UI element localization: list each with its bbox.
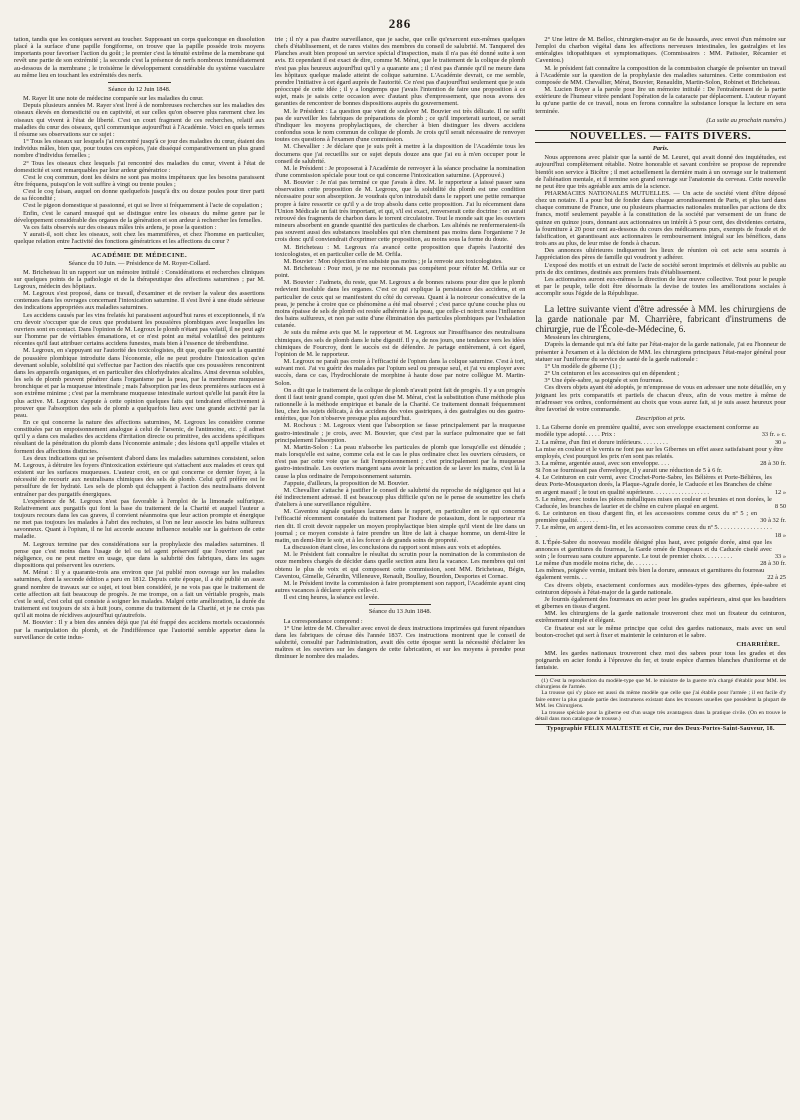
paragraph: M. Rayer lit une note de médecine comparée sur les maladies du cœur. [23,95,204,103]
paragraph: La discussion étant close, les conclusions du rapport sont mises aux voix et adoptées. [283,544,502,552]
footnote: La trousse spéciale pour la giberne est d'un usage très avantageux dans la pratique civile. (On en trouve le détail dans mon catalogue de trousse.) [535,709,787,722]
footnotes [535,675,786,723]
paragraph: Va ces faits observés sur des oiseaux mâles très ardens, je pose la question : [23,223,217,231]
price-list [535,424,786,581]
price-item-price: 28 à 30 fr. [760,560,787,568]
price-item-description: 4. Le Ceinturon en cuir verni, avec Crochet-Porte-Sabre, les Bélières et Porte-Bélières, les deux Porte-Mousqueton dorés, la Plaque-Agrafe dorée, le Caducée et les Branches de chêne en argent massif ; le tout en qualité supérieure. . . . . . . . . . . . . . . . . . [535,474,772,496]
price-item-description: 7. Le même, en argent demi-fin, et les accessoires comme ceux du nº 5. . . . . . . . . . . . . . . . . . [535,524,772,539]
paragraph: En ce qui concerne la nature des affections saturnines, M. Legroux les considère comme constituées par un empoisonnement analogue à celui de l'arsenic, de l'antimoine, etc. ; il admet qu'il y a dans ces maladies des accidens d'irritation directe ou primitive, des accidens spécifiques résultant de la pénétration du plomb dans l'économie animale ; des lésions qu'il appelle vitales et forment des affections distinctes. [14,418,265,455]
paragraph: M. Bouvier : Mon objection n'en subsiste pas moins ; je la renvoie aux toxicologistes. [283,257,503,265]
seance-heading: Séance du 13 Juin 1848. [368,608,432,616]
column-3 [535,36,786,1106]
paragraph: Je suis du même avis que M. le rapporteur et M. Legroux sur l'insuffisance des neutralisans chimiques, des sels de plomb dans le tube digestif. Il y a, de nos jours, une tendance vers les idées chimiques de Fourcroy, dont le succès est de défendre. Je partage entièrement, à cet égard, l'opinion de M. le rapporteur. [274,329,526,358]
paragraph: M. Chevallier s'attache à justifier le conseil de salubrité du reproche de négligence qui lui a été indirectement adressé. Il est beaucoup plus difficile qu'on ne le pense de soumettre les chefs d'ateliers à une surveillance régulière. [274,486,526,509]
paragraph: Y aurait-il, soit chez les oiseaux, soit chez les mammifères, et chez l'homme en particulier, quelque relation entre l'activité des fonctions génératrices et les affections du cœur ? [14,231,265,246]
printer-imprint: Typographie FÉLIX MALTESTE et Cie, rue des Deux-Portes-Saint-Sauveur, 18. [535,724,786,733]
paragraph: C'est le coq commun, dont les désirs ne sont pas moins impétueux que les besoins paraissent être fréquens, puisqu'on le voit suffire à vingt ou trente poules ; [14,173,265,188]
price-item-description: Si l'on se fournissait pas d'enveloppe, il y aurait une réduction de 5 à 6 fr. [535,467,723,475]
section-heading: ACADÉMIE DE MÉDECINE. [91,252,188,260]
paragraph: M. Bricheteau lit un rapport sur un mémoire intitulé : Considérations et recherches cliniques sur quelques points de la pathologie et de la thérapeutique des affections saturnines ; par M. Legroux, médecin des hôpitaux. [14,268,265,290]
paragraph: M. le Président fait connaître le résultat du scrutin pour la nomination de la commission de onze membres chargés de décider dans quelle section aura lieu la vacance. Les membres qui ont obtenu le plus de voix et qui composent cette commission, sont MM. Bricheteau, Bégin, Caventou, Gimelle, Gérardin, Villeneuve, Renault, Boullay, Bourdon, Desportes et Cornac. [274,551,526,580]
paragraph: M. le président fait connaître la composition de la commission chargée de présenter un travail à l'Académie sur la question de la prophylaxie des maladies saturnines. Cette commission est composée de MM. Chevallier, Mérat, Bouvier, Renauldin, Martin-Solon, Robinet et Bricheteau. [535,64,787,86]
price-list-item [535,439,786,446]
paragraph: Ces divers objets, exactement conformes aux modèles-types des gibernes, épée-sabre et ceinturon déposés à l'état-major de la garde nationale. [535,581,787,596]
paragraph: Enfin, c'est le canard musqué qui se distingue entre les oiseaux du même genre par le développement considérable des organes de la génération et son ardeur à rechercher les femelles. [14,209,265,224]
paragraph: D'après la demande qui m'a été faite par l'état-major de la garde nationale, j'ai eu l'honneur de présenter à l'examen et à la décision de MM. les chirurgiens principaux l'état-major général pour statuer sur l'uniforme du service de santé de la garde nationale : [535,341,787,363]
price-item-price: 33 fr. » c. [761,431,787,439]
price-item-price: 33 » [774,553,787,560]
paragraph: M. le Président : La question que vient de soulever M. Bouvier est très délicate. Il ne suffit pas de surveiller les fabriques de préparations de plomb ; ce qu'il importerait surtout, ce serait d'indiquer les moyens prophylactiques, de chercher à bien distinguer les divers accidens confondus sous le nom commun de colique de plomb. Je crois qu'il serait nécessaire de renvoyer toutes ces questions à l'examen d'une commission. [274,107,526,144]
price-item-price: 12 » [774,488,787,496]
paragraph: 2° Une lettre de M. Belloc, chirurgien-major au 6e de hussards, avec envoi d'un mémoire sur l'emploi du charbon végétal dans les affections nerveuses intestinales, les gastralgies et les entéralgies idiopathiques et symptomatiques. (Commissaires : MM. Patissier, Récamier et Caventou.) [535,36,787,65]
paragraph: MM. les chirurgiens de la garde nationale trouveront chez moi un fixateur du ceinturon, extrêmement simple et élégant. [535,610,787,625]
price-list-item [535,524,786,538]
price-item-description: Les mêmes, poignée vernie, imitant très bien la dorure, anneaux et garnitures du fourreau également vernis. . . [535,567,765,582]
paragraph: On a dit que le traitement de la colique de plomb n'avait point fait de progrès. Il y a un progrès dont il faut tenir grand compte, quoi qu'en dise M. Mérat, c'est la substitution d'une méthode plus rationnelle à la méthode empirique et banale de la Charité. Ce traitement donnait fréquemment lieu, chez les sujets délicats, à des accidens des voies gastriques, à des gastralgies ou des gastro-entérites, que l'on n'observe presque plus aujourd'hui. [274,386,526,423]
price-list-heading: Description et prix. [635,415,686,423]
price-item-price: 22 à 25 [767,574,787,582]
letter-signature: CHARRIÈRE. [736,640,781,648]
list-item: 3° Une épée-sabre, sa poignée et son fourreau. [544,377,664,385]
paragraph: M. Legroux termine par des considérations sur la prophylaxie des maladies saturnines. Il pense que c'est moins dans l'usage de tel ou tel agent préservatif que l'ouvrier omet par négligence, ou ne peut mettre en usage, que dans la salubrité des fabriques, dans les sages dispositions qui préservent les ouvriers. [14,540,265,570]
price-item-price: 18 » [774,531,787,539]
price-item-description: 3. La même, argentée aussi, avec son enveloppe. . . . [535,459,670,467]
price-item-description: 6. Le ceinturon en tissu d'argent fin, et les accessoires comme ceux du nº 5 ; en première qualité. . . . . . . [535,510,758,525]
paragraph: trie ; il n'y a pas d'autre surveillance, que je sache, que celle qu'exercent eux-mêmes quelques chefs d'établissement, et de rares visites des membres du conseil de salubrité. M. Tanquerel des Planches avait bien proposé un service spécial d'inspection, mais il n'a pas été donné suite à son avis. Et cependant il est exact de dire, comme M. Mérat, que le traitement de la colique de plomb n'est pas plus heureux aujourd'hui qu'il y a quarante ans ; il n'est pas d'année qu'il ne meure dans les hôpitaux quelque malade atteint de colique saturnine. L'Académie devrait, ce me semble, prendre l'initiative à cet égard auprès de l'autorité. Ce n'est pas d'aujourd'hui seulement que je suis préoccupé de cette idée ; il y a longtemps que j'avais l'intention de faire une proposition à ce sujet, mais je saisis cette occasion avec d'autant plus d'empressement, que nous avons des garanties de rencontrer de bonnes dispositions auprès du gouvernement. [274,36,526,108]
paragraph: La correspondance comprend : [283,617,363,625]
price-item-description: 8. L'Épée-Sabre du nouveau modèle désigné plus haut, avec poignée dorée, ainsi que les annonces et garnitures du fourreau, la Garde ornée de Drapeaux et du Caducée ciselé avec soin ; le fourreau sans couture apparente. Le tout de premier choix. . . . . . . . . [535,538,772,560]
seance-heading: Séance du 12 Juin 1848. [108,85,171,93]
paragraph: M. Rochoux : M. Legroux vient que l'absorption se fasse principalement par la muqueuse gastro-intestinale ; je crois, avec M. Bouvier, que c'est par la surface pulmonaire que se fait principalement l'absorption. [274,422,526,444]
price-list-item [535,496,786,510]
divider [629,300,692,301]
price-item-description: 5. Le même, avec toutes les pièces métalliques mises en couleur et brunies et non dorées, le Caducée, les branches de laurier et de chêne en cuivre plaqué en argent. [535,495,772,510]
paragraph: Ce fixateur est sur le même principe que celui des gardes nationaux, mais avec un seul bouton-crochet qui sert à fixer et maintenir le ceinturon et le sabre. [535,624,787,639]
section-subheading: Séance du 10 Juin. — Présidence de M. Royer-Collard. [68,259,211,267]
paragraph: L'expérience de M. Legroux n'est pas favorable à l'emploi de la limonade sulfurique. Relativement aux purgatifs qui font la base du traitement de la Charité et auquel l'auteur a toujours recours dans les cas graves, il convient néanmoins que leur action prompte et énergique ne met pas toujours les malades à l'abri des rechutes, si l'on ne leur associe les bains sulfureux savonneux. Quant à l'opium, il ne lui accorde aucune influence notable sur la guérison de cette maladie. [14,497,265,541]
price-item-description: 2. La même, d'un fini et dorure inférieurs. . . . . . . . . [535,438,668,446]
paragraph: Depuis plusieurs années M. Rayer s'est livré à de nombreuses recherches sur les maladies des oiseaux élevés en domesticité ou en captivité, et sur celles qu'on observe plus rarement chez les oiseaux qui vivent à l'état de liberté. C'est un court fragment de ces recherches, relatif aux maladies du cœur des oiseaux, qu'il communique aujourd'hui à l'Académie. Voici en quels termes il résume ses observations sur ce sujet : [14,102,265,138]
paragraph: Je fournis également des fourreaux en acier pour les grades supérieurs, ainsi que les baudriers et gibernes en tissus d'argent. [535,595,787,611]
column-2 [275,36,526,1106]
paragraph: Ces divers objets ayant été adoptés, je m'empresse de vous en adresser une note détaillée, en y joignant les prix comparatifs et partiels de chacun d'eux, afin de vous mettre à même de m'adresser vos ordres, conformément au choix que vous aurez fait, si je suis assez heureux pour être favorisé de votre commande. [535,384,787,413]
price-item-price: 28 à 30 fr. [760,459,787,467]
list-item: 2° Un ceinturon et les accessoires qui en dépendent ; [544,370,680,378]
divider [64,248,214,249]
letter-salutation: Messieurs les chirurgiens, [544,334,611,342]
paragraph: M. Bouvier : Il y a bien des années déjà que j'ai été frappé des accidens mortels occasionnés par la manipulation du plomb, et de l'indifférence que l'autorité semble apporter dans la surveillance de cette indus- [14,619,265,641]
price-list-item [535,567,786,581]
continued-note: (La suite au prochain numéro.) [706,116,787,124]
paragraph: MM. les gardes nationaux trouveront chez moi des sabres pour tous les grades et des poignards en acier fondu à l'épreuve du fer, et toute espèce d'armes blanches d'uniforme et de fantaisie. [535,650,787,672]
price-list-item [535,467,786,474]
paragraph: M. Bricheteau : M. Legroux n'a avancé cette proposition que d'après l'autorité des toxicologistes, et en particulier celle de M. Orfila. [274,243,526,258]
column-1 [14,36,265,1106]
paragraph: L'exposé des motifs et un extrait de l'acte de société seront imprimés et délivrés au public au prix de dix centimes, destinés aux premiers frais d'établissement. [535,261,787,276]
paragraph: M. Legroux s'est proposé, dans ce travail, d'examiner et de reviser la valeur des assertions contenues dans les ouvrages concernant l'intoxication saturnine. Il s'est livré à une étude sérieuse des indications appropriées aux maladies saturnines. [14,290,265,312]
paragraph: M. Mérat : Il y a quarante-trois ans environ que j'ai publié mon ouvrage sur les maladies saturnines, dont la seconde édition a paru en 1812. Depuis cette époque, il a été publié un assez grand nombre de travaux sur ce sujet, et tout bien considéré, je ne vois pas que le traitement de cette affection ait fait beaucoup de progrès. Je me trompe, on a fait un véritable progrès, mais c'est le seul, c'est celui qui consiste à soigner les malades. Malgré cette amélioration, la durée du traitement est toujours de six à huit jours, comme du traitement de la Charité, et je ne crois pas qu'il ait moins de récidives aujourd'hui qu'autrefois. [14,569,265,620]
paragraph: J'appuie, d'ailleurs, la proposition de M. Bouvier. [283,479,410,487]
paragraph: M. Chevallier : Je déclare que je suis prêt à mettre à la disposition de l'Académie tous les documens que j'ai recueillis sur ce sujet depuis douze ans que j'ai eu à m'en occuper pour le conseil de salubrité. [274,143,526,165]
paragraph: M. le Président invite la commission à faire promptement son rapport, l'Académie ayant cinq autres vacances à déclarer après celle-ci. [274,579,526,595]
price-item-description: La mise en couleur et le vernis ne font pas sur les Gibernes un effet assez satisfaisant pour y être employés, c'est pourquoi les prix n'en sont pas relatés. [535,445,784,460]
price-item-price: 30 à 32 fr. [760,517,787,525]
paragraph: C'est le pigeon domestique si passionné, et qui se livre si fréquemment à l'acte de copulation ; [23,202,263,210]
price-list-item [535,424,786,438]
price-item-description: 1. La Giberne dorée en première qualité, avec son enveloppe exactement conforme au modèle type adopté. . . . . Prix : [535,424,759,439]
price-item-price: 30 » [774,438,787,446]
paragraph: Les actionnaires auront eux-mêmes la direction de leur œuvre collective. Tout pour le peuple et par le peuple, telle doit être désormais la devise de toutes les améliorations sociales à accomplir sous l'égide de la République. [535,275,787,298]
price-list-item [535,460,786,467]
columns [14,36,786,1106]
price-list-item [535,510,786,524]
letter-intro: La lettre suivante vient d'être adressée à MM. les chirurgiens de la garde nationale par M. Charrière, fabricant d'instrumens de chirurgie, rue de l'École-de-Médecine, 6. [535,304,787,335]
paragraph: M. Legroux, en s'appuyant sur l'autorité des toxicologistes, dit que, quelle que soit la quantité de poussière plombique introduite dans l'économie, elle ne peut produire l'intoxication qu'en devenant soluble, solubilité qui s'effectue par l'action des réactifs que ces poussières rencontrent dans les appareils organiques, et en particulier des chlorhydrates alcalins. Ainsi devenus solubles, les sels de plomb peuvent pénétrer dans l'organisme par la peau, par la membrane muqueuse bronchique et par la muqueuse intestinale ; mais l'absorption par les deux premières surfaces est à son extrême minime ; c'est par la membrane muqueuse intestinale surtout qu'elle lui paraît être la plus active. M. Legroux s'appuie à cette opinion quelques faits qui tendraient effectivement à prouver que l'absorption des sels de plomb a quelquefois lieu avec une grande activité par la peau. [14,347,265,419]
paragraph: 1° Une lettre de M. Chevalier avec envoi de deux instructions imprimées qui furent répandues dans les fabriques de céruse dès l'année 1837. Ces instructions montrent que le conseil de salubrité, consulté par l'administration, avait dès cette époque senti la nécessité d'éclairer les maîtres et les ouvriers sur les dangers de cette fabrication, et sur les moyens à prendre pour diminuer le nombre des malades. [274,624,526,661]
page-number: 286 [388,16,412,31]
footnote: (1) C'est la reproduction du modèle-type que M. le ministre de la guerre m'a chargé d'établir pour MM. les chirurgiens de l'armée. [535,677,787,690]
news-place: Paris. [652,145,669,153]
price-list-item [535,474,786,495]
paragraph: 2° Tous les oiseaux chez lesquels j'ai rencontré des maladies du cœur, vivent à l'état de domesticité et sont remarquables par leur ardeur génératrice : [14,159,265,174]
price-list-item [535,539,786,560]
paragraph: PHARMACIES NATIONALES MUTUELLES. — Un acte de société vient d'être déposé chez un notaire. Il a pour but de fonder dans chaque arrondissement de Paris, et plus tard dans chaque commune de France, une ou plusieurs pharmacies nationales mutuelles par actions de dix francs, motif seulement payable à la constitution de la société par versement de un franc de quinze en quinze jours, donnant aux actionnaires un intérêt à 5 pour cent, des dividentes certains, la fourniture à 20 pour cent au-dessous du cours des médicamens purs, exempts de fraude et de falsification, et garantissant aux actionnaires le remboursement intégral sur les bénéfices, dans trois ans au plus, de leur mise de fonds à chacun. [535,189,787,248]
paragraph: M. Caventou signale quelques lacunes dans le rapport, en particulier en ce qui concerne l'efficacité récemment constatée du traitement par l'iodure de potassium, dont le rapporteur n'a rien dit. Il croit devoir rappeler un moyen prophylactique bien simple qu'il vient de lire dans un journal ; ce moyen consiste à faire prendre un litre de lait à chaque homme, un demi-litre le matin, un demi-litre le soir, et à les forcer à de grands soins de propreté. [274,508,526,544]
paragraph: Les accidens causés par les vins frelatés lui paraissent aujourd'hui rares et exceptionnels, il n'a cru devoir s'occuper que de ceux que produisent les poussières plombiques avec lesquelles les ouvriers sont en contact. Dans l'opinion de M. Legroux le plomb n'étant pas volatil, il ne peut agir sur l'homme par de véritables émanations, et ce n'est point au métal volatilisé des peintures récentes qu'il faut attribuer certains accidens funestes, mais bien à l'essence de térébenthine. [14,311,265,348]
paragraph: tation, tandis que les coniques servent au toucher. Supposant un corps quelconque en dissolution placé à la surface d'une papille fongiforme, on trouve que la papille possède trois moyens importants pour favoriser l'action du goût ; le premier c'est la ténuité extrême de la membrane qui revêt une partie de son extrémité ; la seconde c'est la présence de nerfs nombreux immédiatement au-dessous de la membrane ; le troisième le développement considérable du système vasculaire au même lieu en touchant les extrémités des nerfs. [14,36,265,79]
paragraph: M. le Président : Je proposerai à l'Académie de renvoyer à la séance prochaine la nomination d'une commission spéciale pour tout ce qui concerne l'intoxication saturnine. (Approuvé.) [274,164,526,179]
paragraph: M. Martin-Solon : La peau n'absorbe les particules de plomb que lorsqu'elle est dénudée ; mais lorsqu'elle est saine, comme cela est le cas le plus ordinaire chez les ouvriers cérusiers, ce n'est pas par cette voie que se fait l'empoisonnement ; c'est principalement par la muqueuse gastro-intestinale. Les ouvriers mangent sans avoir la précaution de se laver les mains, c'est là la cause la plus ordinaire de l'empoisonnement saturnin. [274,443,526,480]
paragraph: M. Bricheteau : Pour moi, je ne me reconnais pas compétent pour réfuter M. Orfila sur ce point. [274,265,526,280]
price-item-description: Le même d'un modèle moins riche, de. . . . . . . . [535,560,657,568]
footnote: La trousse qui s'y place est aussi du même modèle que celle que j'ai établie pour l'armée ; il est facile d'y faire entrer la plus grande partie des instrumens existant dans les trousses usuelles que possèdent la plupart de MM. les Chirurgiens. [535,690,787,710]
price-list-item [535,446,786,460]
price-list-item [535,560,786,567]
divider [369,604,432,605]
list-item: 1° Un modèle de giberne (1) ; [544,362,621,370]
paragraph: M. Bouvier : Je n'ai pas terminé ce que j'avais à dire. M. le rapporteur a laissé passer sans observation cette proposition de M. Legroux, que la solubilité du plomb est une condition nécessaire pour son absorption. Je voudrais qu'on introduisît dans le rapport une petite remarque propre à faire ressortir ce qu'il y a de trop absolu dans cette proposition. J'ai lu récemment dans l'Union Médicale un fait très important, et qui, s'il est exact, renverserait cette doctrine : on aurait retrouvé des fragments de charbon dans le torrent circulatoire. Tout le monde sait que les ouvriers mineurs absorbent en grande quantité des particules de charbon. Les aliénés ne renfermeraient-ils pas souvent aussi des substances insolubles qui n'en cheminent pas moins dans l'organisme ? Je crois donc qu'il conviendrait d'exprimer cette proposition, au moins sous la forme du doute. [274,179,526,244]
paragraph: Des annonces ultérieures indiqueront les lieux de réunion où cet acte sera soumis à l'appréciation des pères de famille qui voudront y adhérer. [535,247,787,262]
paragraph: Les deux indications qui se présentent d'abord dans les maladies saturnines consistent, selon M. Legroux, à détruire les foyers d'intoxication extérieure qui s'attachent aux malades et ceux qui existent sur les surfaces muqueuses. L'auteur croit, en ce qui concerne ce dernier foyer, à la nécessité de recourir aux neutralisans chimiques des sels de plomb. Celui qu'il préfère est le persulfure de fer hydraté. Les sels de plomb qui échappent à l'action des neutralisans doivent entraîner par des purgatifs énergiques. [14,454,265,498]
divider [108,82,171,83]
paragraph: C'est le coq faisan, auquel on donne quelquefois jusqu'à dix ou douze poules pour tirer parti de sa fécondité ; [14,188,265,203]
paragraph: 1° Tous les oiseaux sur lesquels j'ai rencontré jusqu'à ce jour des maladies du cœur, étaient des individus mâles, bien que, pour toutes ces espèces, j'aie disséqué comparativement un plus grand nombre d'individus femelles ; [14,138,265,160]
price-item-price: 8 50 [774,502,787,510]
news-heading: NOUVELLES. — FAITS DIVERS. [535,130,786,143]
paragraph: Nous apprenons avec plaisir que la santé de M. Leuret, qui avait donné des inquiétudes, est aujourd'hui complètement rétablie. Notre honorable et savant confrère se propose de reprendre bientôt son service à Bicêtre ; il met actuellement la dernière main à un ouvrage sur le traitement de l'aliénation mentale, et il termine son grand ouvrage sur l'anatomie du cerveau. Cette nouvelle ne peut être que très agréable aux amis de la science. [535,154,787,190]
paragraph: M. Bouvier : J'admets, du reste, que M. Legroux a de bonnes raisons pour dire que le plomb redevient insoluble dans les organes. C'est ce qui explique la persistance des accidens, et en particulier de ceux qui se manifestent du côté du cerveau. Quant à la noirceur consécutive de la peau, je penche à croire que ce phénomène a été mal observé ; c'est parce qu'une couche plus ou moins épaisse de sels de plomb est restée adhérente à la peau, que celle-ci noircit sous l'influence des bains sulfureux, et non par suite d'une élimination des particules plombiques par l'exhalation cutanée. [274,279,526,330]
paragraph: Il est cinq heures, la séance est levée. [283,594,379,602]
paragraph: M. Lucien Boyer a la parole pour lire un mémoire intitulé : De l'entraînement de la partie extérieure de l'humeur vitrée pendant l'opération de la cataracte par déplacement. L'auteur n'ayant lu qu'une partie de ce travail, nous en ferons connaître la substance lorsque la lecture en sera terminée. [535,86,787,115]
paragraph: M. Legroux ne paraît pas croire à l'efficacité de l'opium dans la colique saturnine. C'est à tort, suivant moi. J'ai vu guérir des malades par l'opium seul ou presque seul, et j'ai vu employer avec succès, dans ce cas, l'hydrochlorate de morphine à haute dose par notre collègue M. Martin-Solon. [274,358,526,387]
